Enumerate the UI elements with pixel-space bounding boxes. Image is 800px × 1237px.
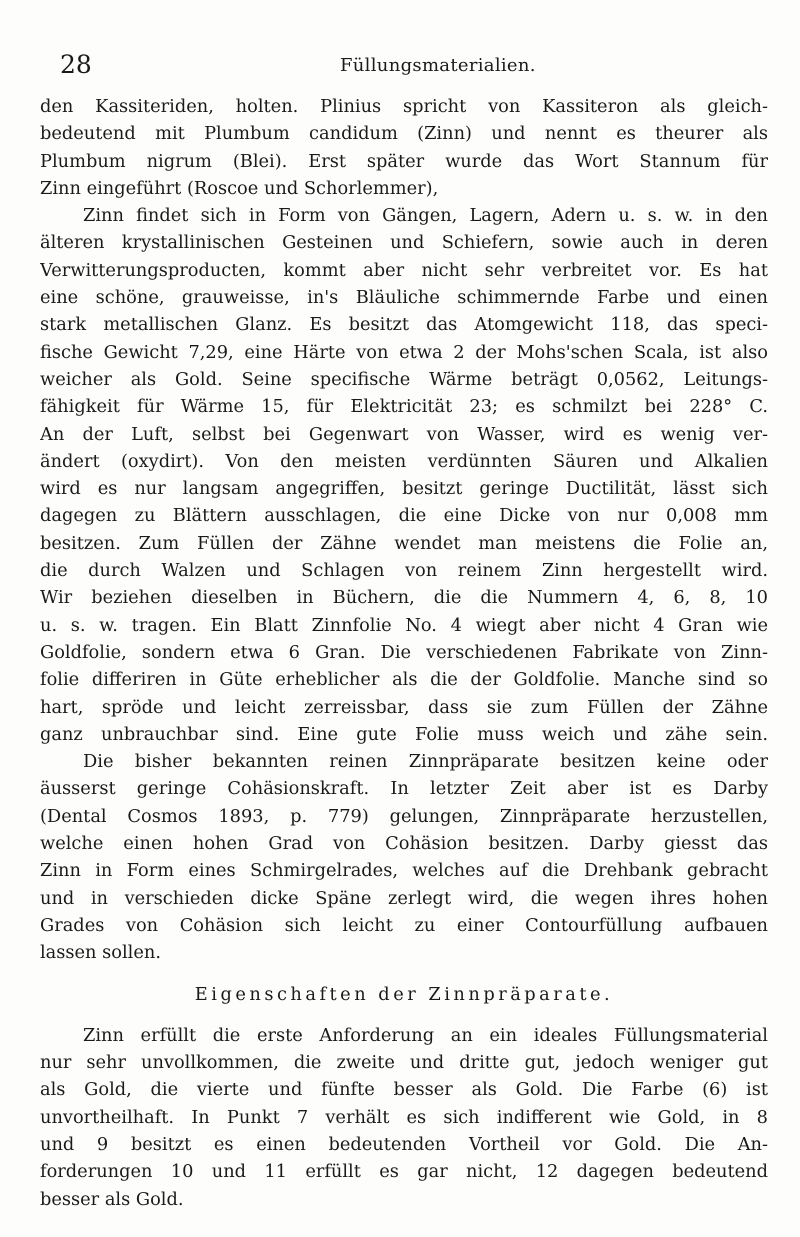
- text-line: (Dental Cosmos 1893, p. 779) gelungen, Zinnpräparate herzustellen,: [40, 805, 768, 827]
- text-line: u. s. w. tragen. Ein Blatt Zinnfolie No. 4 wiegt aber nicht 4 Gran wie: [40, 614, 768, 636]
- text-line: Zinn findet sich in Form von Gängen, Lagern, Adern u. s. w. in den: [83, 205, 768, 227]
- text-line: Plumbum nigrum (Blei). Erst später wurde das Wort Stannum für: [40, 150, 768, 172]
- page-number: 28: [60, 50, 92, 79]
- text-line: folie differiren in Güte erheblicher als die der Goldfolie. Manche sind so: [40, 669, 768, 691]
- section-heading: Eigenschaften der Zinnpräparate.: [194, 983, 614, 1005]
- text-line: den Kassiteriden, holten. Plinius spricht von Kassiteron als gleich-: [40, 96, 768, 117]
- text-line: ganz unbrauchbar sind. Eine gute Folie muss weich und zähe sein.: [40, 723, 768, 745]
- text-line: Die bisher bekannten reinen Zinnpräparate besitzen keine oder: [83, 751, 768, 773]
- text-line: fähigkeit für Wärme 15, für Elektricität 23; es schmilzt bei 228° C.: [40, 396, 768, 418]
- text-line: älteren krystallinischen Gesteinen und Schiefern, sowie auch in deren: [40, 232, 768, 254]
- body-text: [40, 93, 768, 1213]
- text-line: als Gold, die vierte und fünfte besser als Gold. Die Farbe (6) ist: [40, 1079, 768, 1101]
- text-line: die durch Walzen und Schlagen von reinem Zinn hergestellt wird.: [40, 560, 768, 582]
- text-line: Zinn erfüllt die erste Anforderung an ein ideales Füllungsmaterial: [83, 1024, 768, 1046]
- text-line: fische Gewicht 7,29, eine Härte von etwa 2 der Mohs'schen Scala, ist also: [40, 341, 768, 363]
- running-title: Füllungsmaterialien.: [340, 55, 536, 76]
- text-line: hart, spröde und leicht zerreissbar, dass sie zum Füllen der Zähne: [40, 696, 768, 718]
- text-line: besitzen. Zum Füllen der Zähne wendet man meistens die Folie an,: [40, 532, 768, 554]
- text-line: Wir beziehen dieselben in Büchern, die die Nummern 4, 6, 8, 10: [40, 587, 768, 609]
- text-line: unvortheilhaft. In Punkt 7 verhält es sich indifferent wie Gold, in 8: [40, 1106, 768, 1128]
- text-line: eine schöne, grauweisse, in's Bläuliche schimmernde Farbe und einen: [40, 287, 768, 309]
- text-line: Zinn eingeführt (Roscoe und Schorlemmer),: [40, 177, 439, 199]
- text-line: wird es nur langsam angegriffen, besitzt geringe Ductilität, lässt sich: [40, 478, 768, 500]
- text-line: und 9 besitzt es einen bedeutenden Vortheil vor Gold. Die An-: [40, 1133, 768, 1155]
- text-line: forderungen 10 und 11 erfüllt es gar nicht, 12 dagegen bedeutend: [40, 1161, 768, 1183]
- text-line: bedeutend mit Plumbum candidum (Zinn) und nennt es theurer als: [40, 123, 768, 145]
- text-line: äusserst geringe Cohäsionskraft. In letzter Zeit aber ist es Darby: [40, 778, 768, 800]
- text-line: lassen sollen.: [40, 942, 161, 964]
- text-line: welche einen hohen Grad von Cohäsion besitzen. Darby giesst das: [40, 833, 768, 855]
- text-line: weicher als Gold. Seine specifische Wärme beträgt 0,0562, Leitungs-: [40, 368, 768, 390]
- text-line: Zinn in Form eines Schmirgelrades, welches auf die Drehbank gebracht: [40, 860, 768, 882]
- text-line: Grades von Cohäsion sich leicht zu einer Contourfüllung aufbauen: [40, 914, 768, 936]
- text-line: dagegen zu Blättern ausschlagen, die eine Dicke von nur 0,008 mm: [40, 505, 768, 527]
- text-line: nur sehr unvollkommen, die zweite und dritte gut, jedoch weniger gut: [40, 1052, 768, 1074]
- text-line: stark metallischen Glanz. Es besitzt das Atomgewicht 118, das speci-: [40, 314, 768, 336]
- text-line: Verwitterungsproducten, kommt aber nicht sehr verbreitet vor. Es hat: [40, 259, 768, 281]
- text-line: und in verschieden dicke Späne zerlegt wird, die wegen ihres hohen: [40, 887, 768, 909]
- text-line: An der Luft, selbst bei Gegenwart von Wasser, wird es wenig ver-: [40, 423, 768, 445]
- running-head: [60, 50, 760, 80]
- text-line: Goldfolie, sondern etwa 6 Gran. Die verschiedenen Fabrikate von Zinn-: [40, 641, 768, 663]
- text-line: besser als Gold.: [40, 1188, 184, 1210]
- text-line: ändert (oxydirt). Von den meisten verdünnten Säuren und Alkalien: [40, 450, 768, 472]
